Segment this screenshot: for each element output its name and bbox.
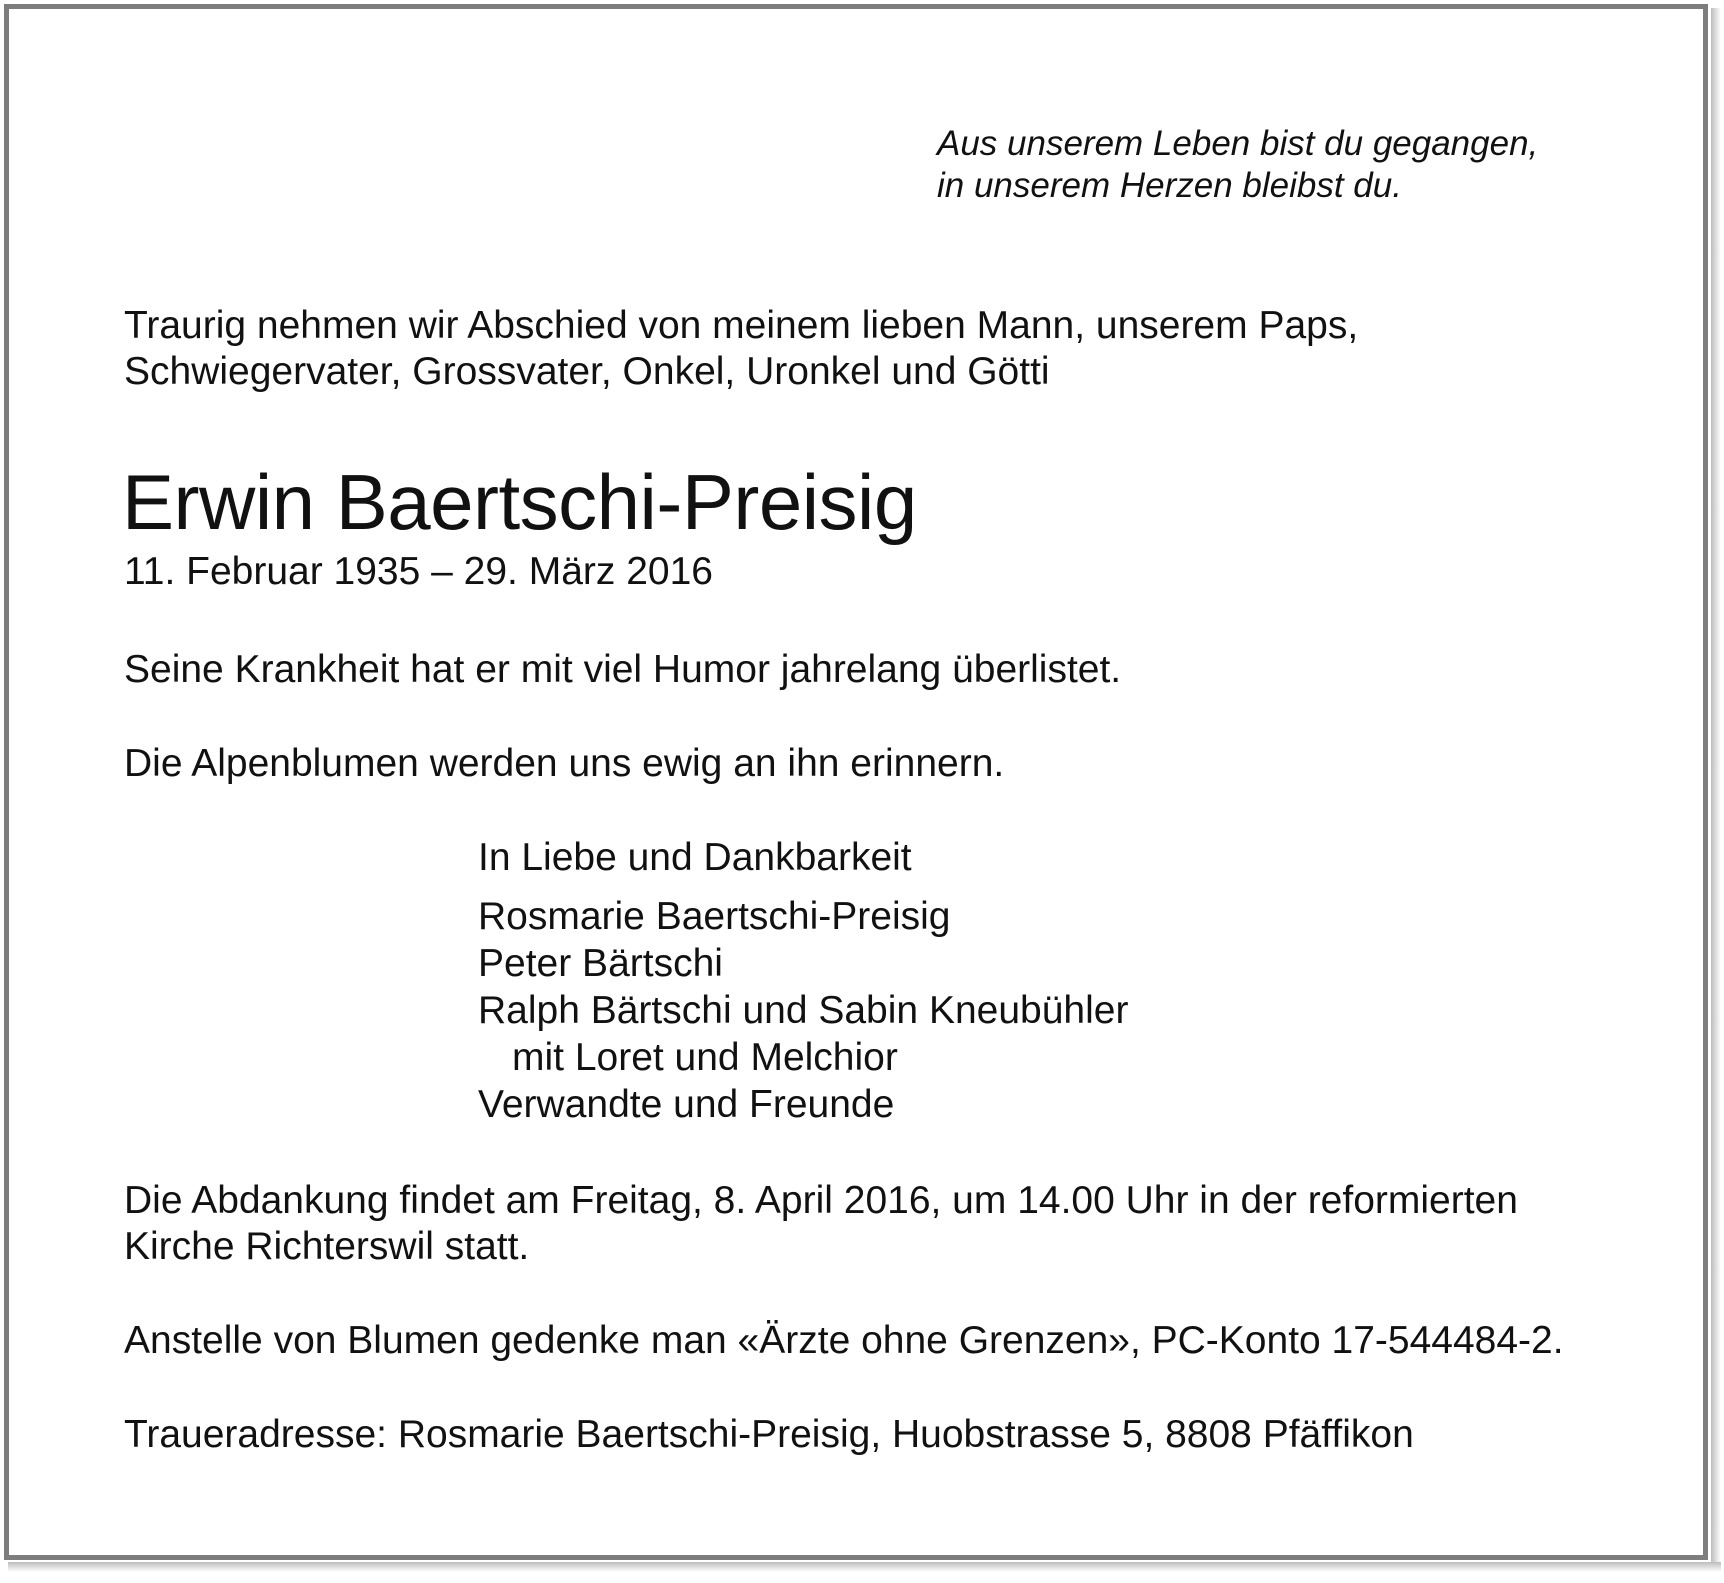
mourner-name: Rosmarie Baertschi-Preisig	[478, 895, 951, 938]
remark-humor: Seine Krankheit hat er mit viel Humor jahrelang überlistet.	[124, 648, 1122, 691]
service-line-2: Kirche Richterswil statt.	[124, 1225, 530, 1268]
service-line-1: Die Abdankung findet am Freitag, 8. April 2016, um 14.00 Uhr in der reformierten	[124, 1179, 1518, 1222]
mourner-name: Verwandte und Freunde	[478, 1083, 895, 1126]
intro-line-2: Schwiegervater, Grossvater, Onkel, Uronkel und Götti	[124, 350, 1050, 393]
motto-line-1: Aus unserem Leben bist du gegangen,	[937, 124, 1539, 163]
motto-line-2: in unserem Herzen bleibst du.	[937, 166, 1402, 205]
mourner-name: Peter Bärtschi	[478, 942, 723, 985]
remark-alpine-flowers: Die Alpenblumen werden uns ewig an ihn erinnern.	[124, 742, 1005, 785]
mourning-address: Traueradresse: Rosmarie Baertschi-Preisig, Huobstrasse 5, 8808 Pfäffikon	[124, 1413, 1414, 1456]
donation-note: Anstelle von Blumen gedenke man «Ärzte ohne Grenzen», PC-Konto 17-544484-2.	[124, 1319, 1564, 1362]
intro-line-1: Traurig nehmen wir Abschied von meinem lieben Mann, unserem Paps,	[124, 304, 1359, 347]
mourner-name: Ralph Bärtschi und Sabin Kneubühler	[478, 989, 1129, 1032]
mourner-name-indented: mit Loret und Melchior	[512, 1036, 898, 1079]
deceased-name: Erwin Baertschi-Preisig	[122, 458, 917, 546]
page-shadow-right	[1711, 8, 1721, 1568]
page-shadow-bottom	[8, 1562, 1721, 1572]
life-dates: 11. Februar 1935 – 29. März 2016	[124, 550, 713, 593]
mourners-heading: In Liebe und Dankbarkeit	[478, 836, 912, 879]
obituary-notice	[4, 4, 1708, 1560]
